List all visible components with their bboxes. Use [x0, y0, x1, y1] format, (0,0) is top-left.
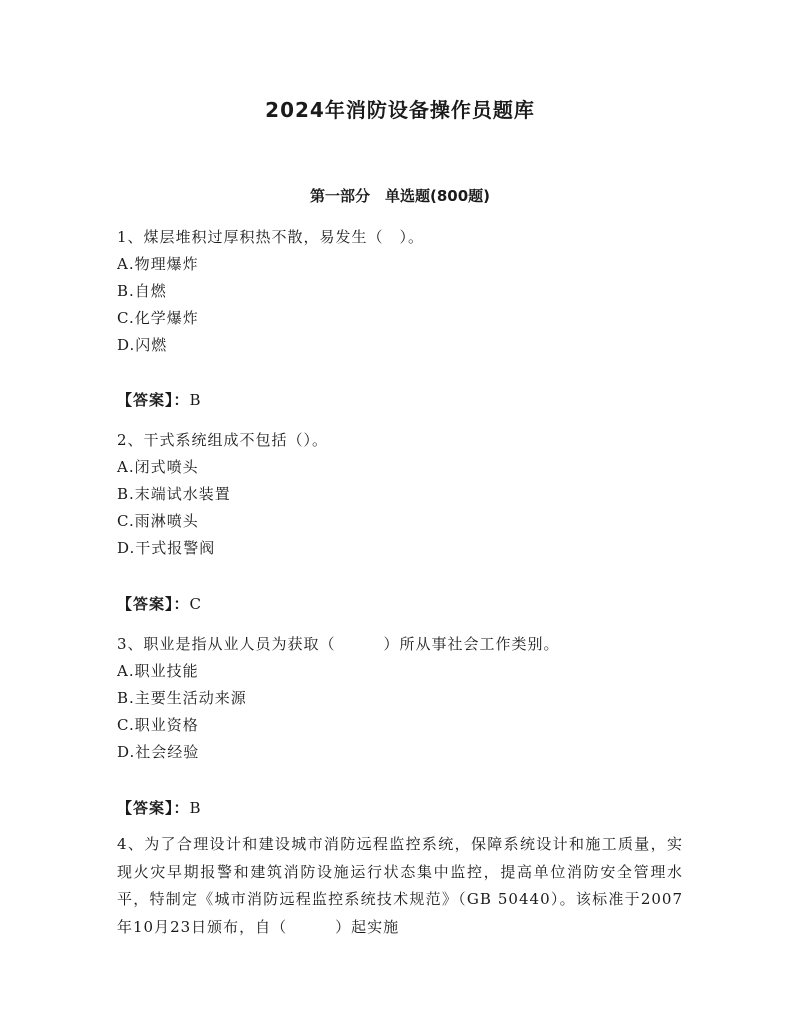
- answer-value: C: [189, 595, 202, 613]
- option-a: A.职业技能: [117, 662, 199, 680]
- answer-value: B: [189, 391, 202, 409]
- option-c: C.化学爆炸: [117, 309, 199, 327]
- question-stem: 1、煤层堆积过厚积热不散，易发生（ ）。: [117, 228, 425, 246]
- option-d: D.干式报警阀: [117, 539, 216, 557]
- question-stem: 2、干式系统组成不包括（）。: [117, 431, 329, 449]
- question-4: 4、为了合理设计和建设城市消防远程监控系统，保障系统设计和施工质量，实现火灾早期报警和建筑消防设施运行状态集中监控，提高单位消防安全管理水平，特制定《城市消防远程监控系统技术规范》（GB 50440）。该标准于2007年10月23日颁布，自（ ）起实施: [117, 835, 683, 936]
- answer-label: 【答案】：: [117, 799, 190, 817]
- option-c: C.职业资格: [117, 716, 199, 734]
- option-a: A.闭式喷头: [117, 458, 199, 476]
- answer-1: [117, 389, 202, 410]
- question-2: [117, 427, 687, 562]
- option-d: D.社会经验: [117, 743, 200, 761]
- option-b: B.自燃: [117, 282, 167, 300]
- section-title: 第一部分 单选题(800题): [309, 187, 491, 205]
- answer-2: [117, 593, 202, 614]
- answer-3: [117, 797, 202, 818]
- question-stem: 3、职业是指从业人员为获取（ ）所从事社会工作类别。: [117, 635, 560, 653]
- question-3: [117, 631, 687, 766]
- option-c: C.雨淋喷头: [117, 512, 199, 530]
- answer-label: 【答案】：: [117, 595, 190, 613]
- answer-label: 【答案】：: [117, 391, 190, 409]
- option-a: A.物理爆炸: [117, 255, 199, 273]
- option-d: D.闪燃: [117, 336, 168, 354]
- document-title: 2024年消防设备操作员题库: [265, 98, 535, 122]
- answer-value: B: [189, 799, 202, 817]
- question-1: [117, 224, 687, 359]
- option-b: B.末端试水装置: [117, 485, 231, 503]
- option-b: B.主要生活动来源: [117, 689, 247, 707]
